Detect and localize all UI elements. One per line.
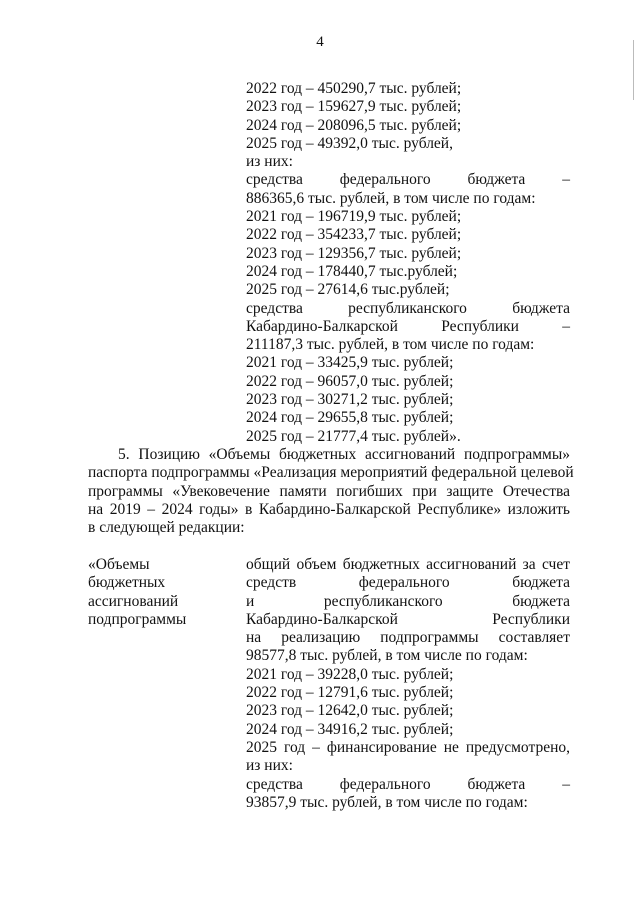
- paragraph-line: паспорта подпрограммы «Реализация мероприятий федеральной целевой: [88, 464, 574, 482]
- year-line: 2022 год – 96057,0 тыс. рублей;: [246, 372, 454, 390]
- year-line: 2025 год – 21777,4 тыс. рублей».: [246, 427, 461, 445]
- position-content: [246, 556, 570, 812]
- year-line: 2025 год – 49392,0 тыс. рублей,: [246, 134, 453, 152]
- year-line: 2024 год – 208096,5 тыс. рублей;: [246, 116, 462, 134]
- label-line: бюджетных: [88, 574, 166, 592]
- paragraph-5: [88, 446, 574, 537]
- year-line: 2024 год – 29655,8 тыс. рублей;: [246, 409, 454, 427]
- of-them-line: из них:: [246, 757, 293, 775]
- year-line: 2021 год – 33425,9 тыс. рублей;: [246, 354, 454, 372]
- federal-budget-heading: средства федерального бюджета –: [246, 775, 570, 793]
- year-line: 2025 год – финансирование не предусмотрено,: [246, 738, 570, 756]
- content-line: Кабардино-Балкарской Республики: [246, 610, 570, 628]
- year-line: 2023 год – 159627,9 тыс. рублей;: [246, 98, 462, 116]
- position-label: [88, 556, 228, 629]
- year-line: 2023 год – 129356,7 тыс. рублей;: [246, 244, 462, 262]
- total-intro-line: общий объем бюджетных ассигнований за счет: [246, 556, 570, 573]
- year-line: 2021 год – 196719,9 тыс. рублей;: [246, 208, 462, 226]
- federal-total-line: 93857,9 тыс. рублей, в том числе по годам:: [246, 793, 528, 811]
- content-line: на реализацию подпрограммы составляет: [246, 629, 570, 647]
- scan-edge-mark: [633, 40, 634, 100]
- federal-total-line: 886365,6 тыс. рублей, в том числе по годам:: [246, 189, 536, 207]
- year-line: 2022 год – 354233,7 тыс. рублей;: [246, 226, 462, 244]
- republic-budget-heading: средства республиканского бюджета: [246, 299, 570, 317]
- of-them-line: из них:: [246, 153, 293, 171]
- federal-budget-heading: средства федерального бюджета –: [246, 171, 570, 189]
- year-line: 2023 год – 30271,2 тыс. рублей;: [246, 391, 454, 409]
- label-line: подпрограммы: [88, 610, 187, 628]
- year-line: 2022 год – 12791,6 тыс. рублей;: [246, 684, 454, 702]
- year-line: 2022 год – 450290,7 тыс. рублей;: [246, 80, 462, 97]
- content-line: средств федерального бюджета: [246, 574, 570, 592]
- year-line: 2023 год – 12642,0 тыс. рублей;: [246, 702, 454, 720]
- total-amount-line: 98577,8 тыс. рублей, в том числе по годам:: [246, 647, 528, 665]
- label-line: ассигнований: [88, 592, 179, 610]
- paragraph-line: на 2019 – 2024 годы» в Кабардино-Балкарской Республике» изложить: [88, 500, 570, 518]
- funding-continuation: [246, 80, 570, 446]
- year-line: 2021 год – 39228,0 тыс. рублей;: [246, 665, 454, 683]
- paragraph-line: программы «Увековечение памяти погибших при защите Отечества: [88, 482, 570, 500]
- label-line: «Объемы: [88, 556, 150, 573]
- republic-total-line: 211187,3 тыс. рублей, в том числе по годам:: [246, 336, 535, 354]
- paragraph-line: в следующей редакции:: [88, 519, 245, 537]
- year-line: 2024 год – 34916,2 тыс. рублей;: [246, 720, 454, 738]
- year-line: 2025 год – 27614,6 тыс.рублей;: [246, 281, 450, 299]
- year-line: 2024 год – 178440,7 тыс.рублей;: [246, 262, 458, 280]
- page-number: 4: [316, 34, 324, 50]
- content-line: и республиканского бюджета: [246, 592, 570, 610]
- republic-name-line: Кабардино-Балкарской Республики –: [246, 317, 570, 335]
- paragraph-line: 5. Позицию «Объемы бюджетных ассигнований подпрограммы»: [118, 446, 570, 463]
